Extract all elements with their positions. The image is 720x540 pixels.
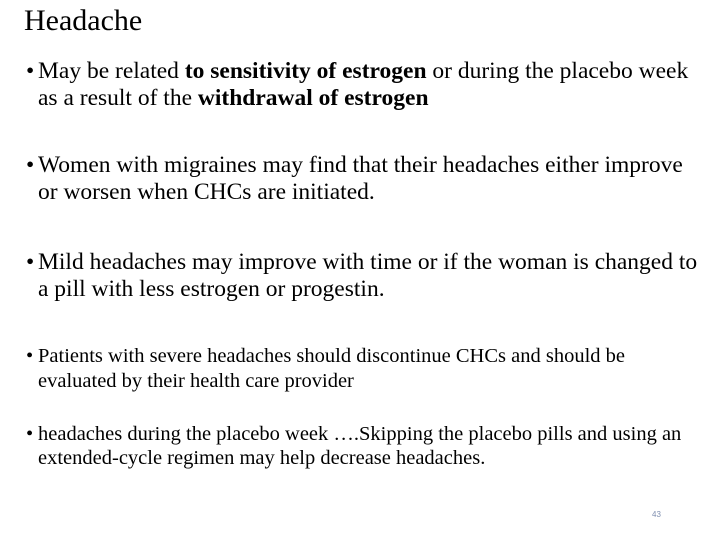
bullet-dot: • [26, 423, 34, 445]
bullet-dot: • [26, 345, 34, 367]
bullet-item [26, 58, 706, 112]
bullet-dot: • [26, 58, 35, 84]
bullet-text-segment: May be related [38, 58, 185, 84]
bullet-text: Women with migraines may find that their headaches either improve or worsen when CHCs are initiated. [38, 152, 683, 205]
bullet-dot: • [26, 249, 35, 275]
page-number: 43 [652, 510, 661, 519]
bullet-dot: • [26, 152, 35, 178]
bullet-text-segment: or during the placebo week as a result of the [38, 58, 689, 111]
bullet-text: headaches during the placebo week ….Skipping the placebo pills and using an extended-cycle regimen may help decrease headaches. [38, 423, 682, 469]
slide-title: Headache [24, 4, 143, 37]
bullet-text: Patients with severe headaches should discontinue CHCs and should be evaluated by their health care provider [38, 345, 625, 392]
bullet-text-bold-segment: withdrawal of estrogen [197, 85, 429, 111]
bullet-item [26, 249, 706, 303]
bullet-text-bold-segment: to sensitivity of estrogen [184, 58, 427, 84]
bullet-item [26, 422, 706, 470]
bullet-text [26, 58, 706, 112]
bullet-item [26, 152, 706, 206]
bullet-text: Mild headaches may improve with time or if the woman is changed to a pill with less estrogen or progestin. [38, 249, 698, 302]
bullet-item [26, 344, 706, 394]
